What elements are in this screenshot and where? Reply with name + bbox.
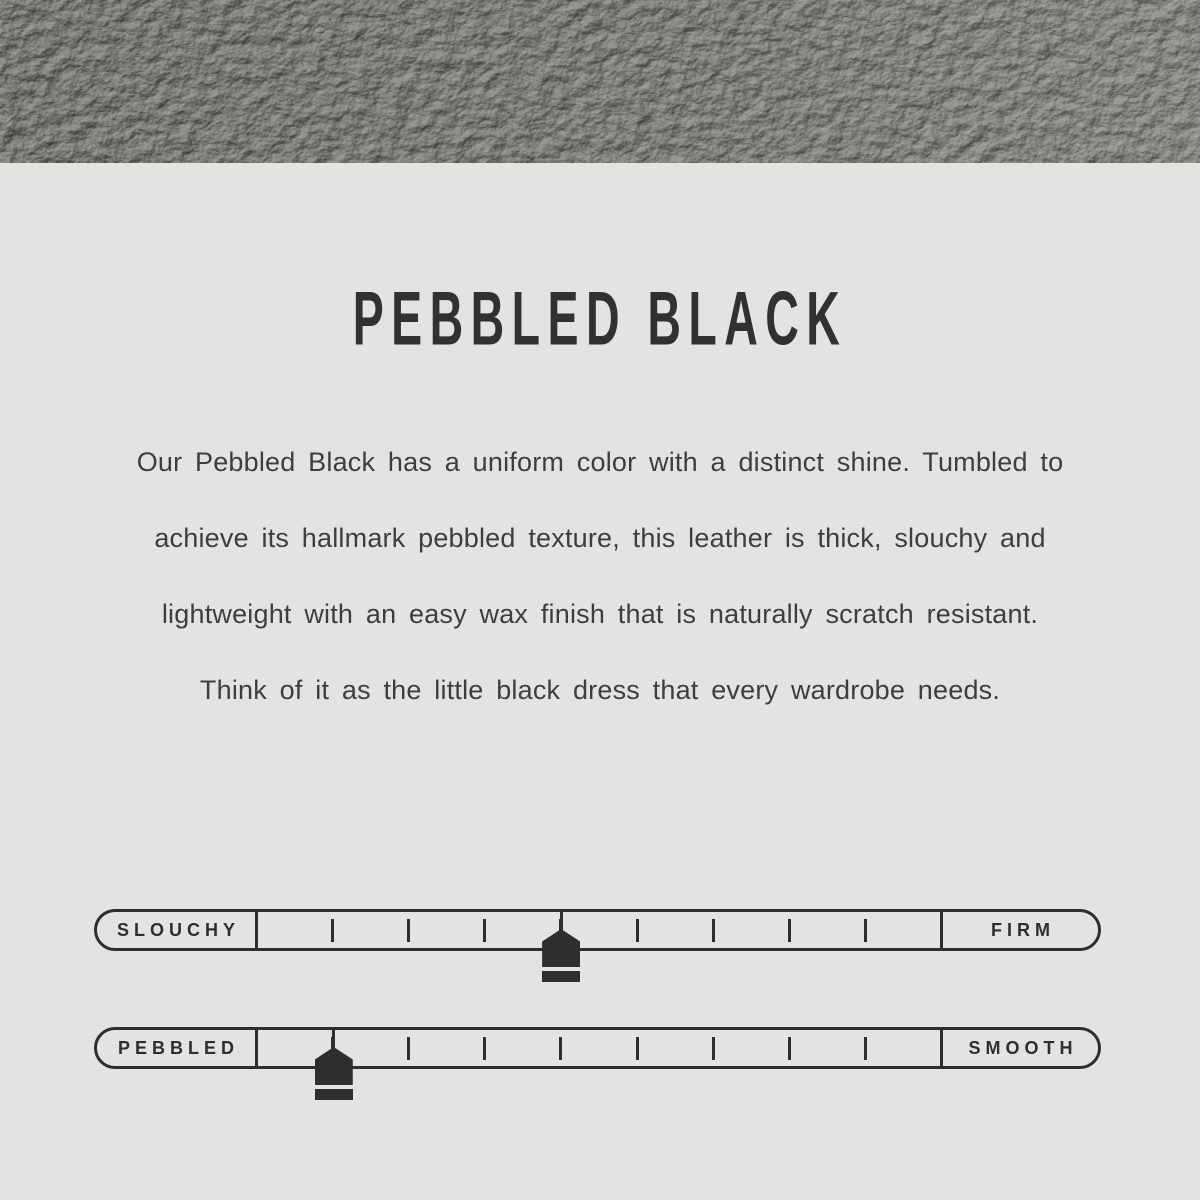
slouchy-firm-scale: [94, 909, 1101, 951]
scale-tick-mark: [559, 1037, 562, 1060]
description-line: Think of it as the little black dress that every wardrobe needs.: [199, 675, 1001, 705]
scale-tick-mark: [483, 919, 486, 942]
description-line: lightweight with an easy wax finish that is naturally scratch resistant.: [161, 599, 1039, 629]
scale-tick-mark: [712, 1037, 715, 1060]
pebbled-leather-texture-image: [0, 0, 1200, 163]
pebbled-smooth-scale: [94, 1027, 1101, 1069]
scale-marker-pointer: [315, 1047, 353, 1085]
scale-right-label: FIRM: [940, 912, 1098, 948]
page-title: PEBBLED BLACK: [352, 275, 848, 361]
scale-marker-pointer: [542, 929, 580, 967]
scale-tick-mark: [788, 919, 791, 942]
scale-tick-mark: [864, 1037, 867, 1060]
scale-tick-mark: [407, 919, 410, 942]
scale-tick-mark: [712, 919, 715, 942]
scale-tick-mark: [864, 919, 867, 942]
leather-texture-hero: [0, 0, 1200, 163]
scale-marker: [542, 912, 580, 984]
scale-marker: [315, 1030, 353, 1102]
scale-track: [258, 1030, 940, 1066]
scale-tick-mark: [636, 919, 639, 942]
scale-tick-mark: [407, 1037, 410, 1060]
description-line: Our Pebbled Black has a uniform color with a distinct shine. Tumbled to: [136, 447, 1064, 477]
scale-tick-mark: [483, 1037, 486, 1060]
scale-marker-base: [315, 1089, 353, 1100]
scale-tick-mark: [788, 1037, 791, 1060]
scale-track: [258, 912, 940, 948]
scale-tick-mark: [331, 919, 334, 942]
scale-marker-base: [542, 971, 580, 982]
scale-right-label: SMOOTH: [940, 1030, 1098, 1066]
scale-tick-mark: [636, 1037, 639, 1060]
description-line: achieve its hallmark pebbled texture, this leather is thick, slouchy and: [154, 523, 1046, 553]
scale-left-label: SLOUCHY: [97, 912, 258, 948]
description-paragraph: [128, 424, 1072, 728]
scale-left-label: PEBBLED: [97, 1030, 258, 1066]
